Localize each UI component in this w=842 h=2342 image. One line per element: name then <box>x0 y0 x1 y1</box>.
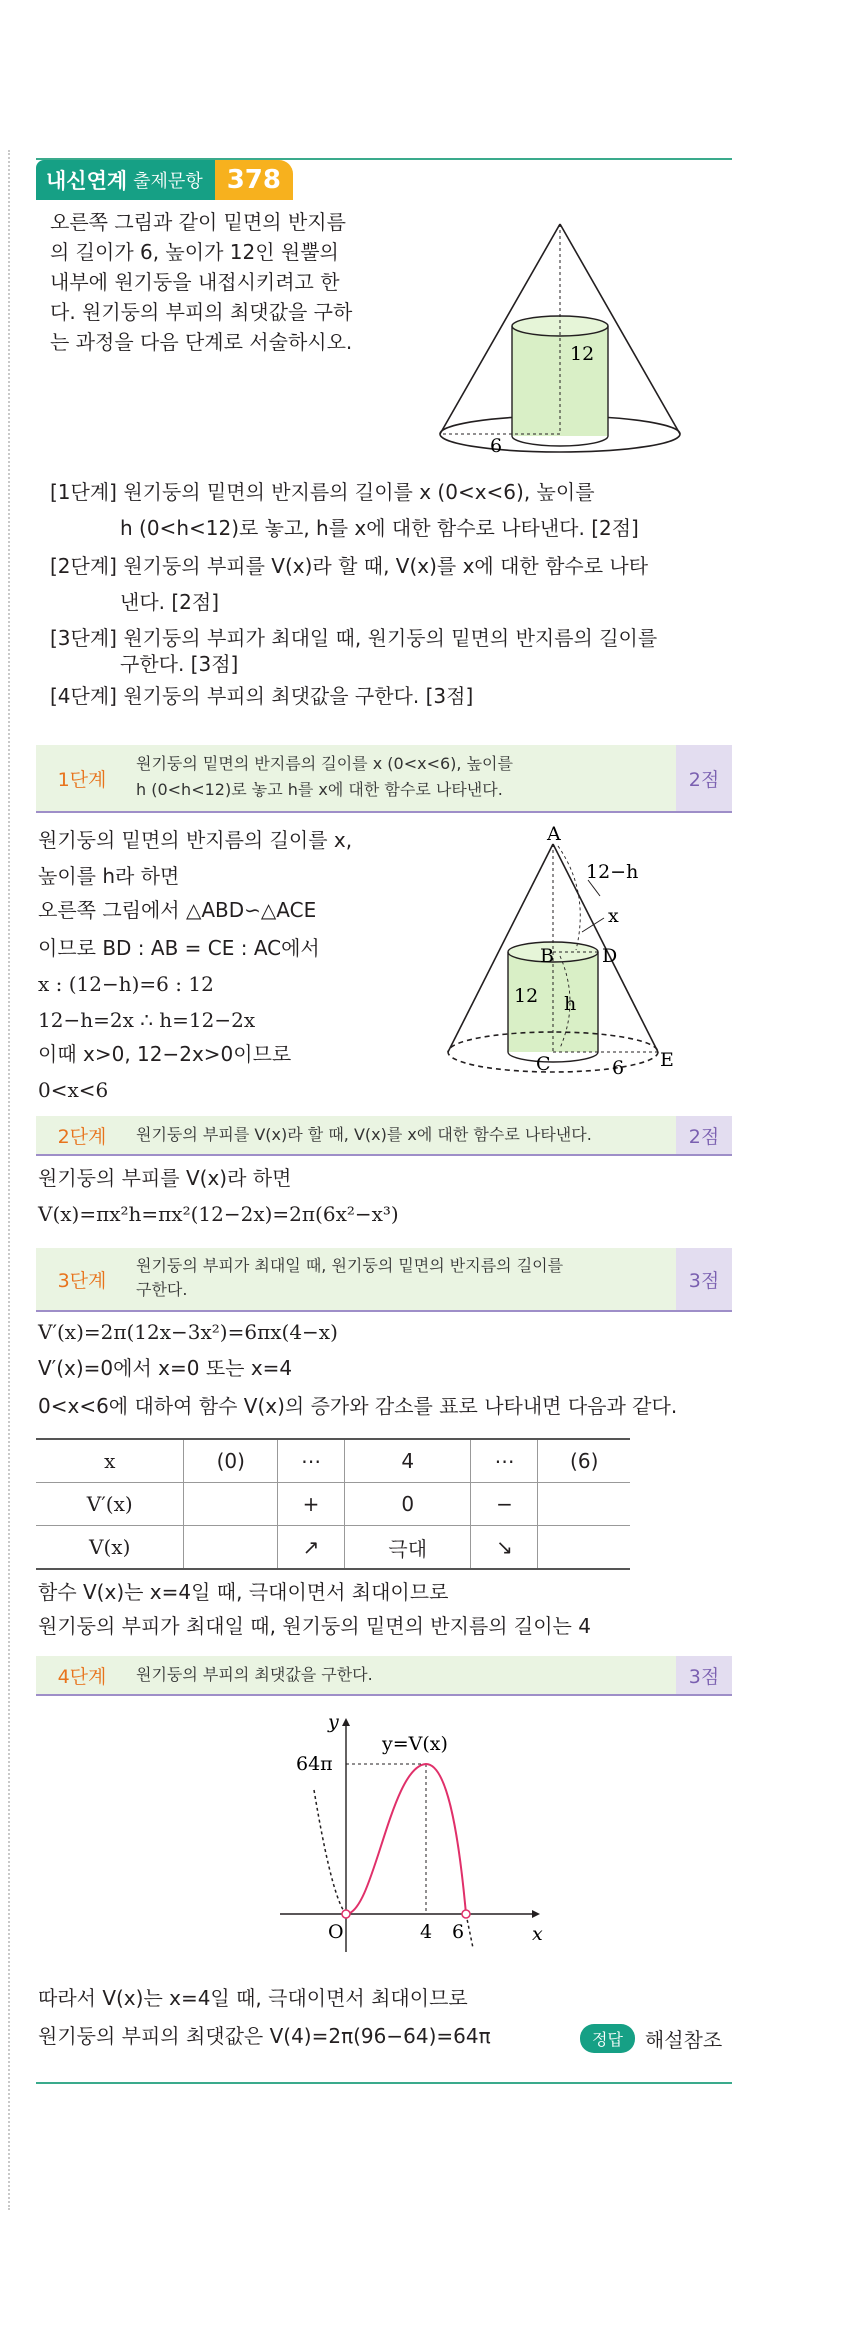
solution-line: 12−h=2x ∴ h=12−2x <box>38 1008 256 1032</box>
cylinder-bottom <box>508 1052 598 1062</box>
volume-graph <box>270 1708 550 1958</box>
step-item: [4단계] 원기둥의 부피의 최댓값을 구한다. [3점] <box>50 684 474 708</box>
intro-line: 오른쪽 그림과 같이 밑면의 반지름 <box>50 210 346 234</box>
solution-line: 이므로 BD : AB = CE : AC에서 <box>38 936 320 960</box>
point-A: A <box>547 823 561 845</box>
origin-label: O <box>328 1921 344 1943</box>
step-item: [3단계] 원기둥의 부피가 최대일 때, 원기둥의 밑면의 반지름의 길이를 <box>50 626 658 650</box>
label-h: h <box>564 993 577 1015</box>
label-12: 12 <box>514 985 539 1007</box>
solution-line: 원기둥의 밑면의 반지름의 길이를 x, <box>38 828 353 852</box>
step2-bar <box>36 1116 732 1156</box>
solution-line: 0<x<6에 대하여 함수 V(x)의 증가와 감소를 표로 나타내면 다음과 같다. <box>38 1394 678 1418</box>
point-D: D <box>602 945 618 967</box>
table-cell: + <box>278 1483 345 1526</box>
curve-right-dotted <box>466 1914 473 1948</box>
solution-line: V(x)=πx²h=πx²(12−2x)=2π(6x²−x³) <box>38 1202 399 1226</box>
cone-figure <box>430 210 690 460</box>
table-cell: ↘ <box>471 1526 538 1570</box>
step3-points: 3점 <box>676 1248 732 1310</box>
step3-desc: 구한다. <box>136 1280 188 1299</box>
step-item: 구한다. [3점] <box>120 652 239 676</box>
step-item: [2단계] 원기둥의 부피를 V(x)라 할 때, V(x)를 x에 대한 함수로 나타 <box>50 554 649 578</box>
open-point-origin <box>342 1910 350 1918</box>
y-axis-label: y <box>328 1711 339 1733</box>
table-row <box>36 1526 630 1570</box>
step-item: [1단계] 원기둥의 밑면의 반지름의 길이를 x (0<x<6), 높이를 <box>50 480 595 504</box>
point-E: E <box>660 1049 674 1071</box>
label-12-minus-h: 12−h <box>586 861 639 883</box>
table-cell: 극대 <box>345 1526 471 1570</box>
solution-line: 원기둥의 부피를 V(x)라 하면 <box>38 1166 292 1190</box>
step3-desc: 원기둥의 부피가 최대일 때, 원기둥의 밑면의 반지름의 길이를 <box>136 1256 564 1275</box>
label-x: x <box>608 905 619 927</box>
step2-points: 2점 <box>676 1116 732 1154</box>
labeled-cone-figure <box>440 822 700 1084</box>
answer-tag <box>580 2024 722 2053</box>
table-cell: V(x) <box>36 1526 184 1570</box>
curve-left-dotted <box>314 1790 346 1914</box>
solution-line: x : (12−h)=6 : 12 <box>38 972 214 996</box>
table-cell: (0) <box>184 1439 278 1483</box>
step4-bar <box>36 1656 732 1696</box>
step1-desc: h (0<h<12)로 놓고 h를 x에 대한 함수로 나타낸다. <box>136 780 503 799</box>
problem-badge <box>36 160 293 200</box>
open-point-six <box>462 1910 470 1918</box>
solution-line: 함수 V(x)는 x=4일 때, 극대이면서 최대이므로 <box>38 1580 449 1604</box>
step2-label: 2단계 <box>57 1125 107 1148</box>
point-B: B <box>540 945 554 967</box>
solution-line: 따라서 V(x)는 x=4일 때, 극대이면서 최대이므로 <box>38 1986 468 2010</box>
table-row <box>36 1439 630 1483</box>
table-cell <box>184 1526 278 1570</box>
increase-decrease-table <box>36 1438 630 1570</box>
step-item: 낸다. [2점] <box>120 590 220 614</box>
table-cell: ⋯ <box>278 1439 345 1483</box>
solution-line: 높이를 h라 하면 <box>38 864 180 888</box>
step1-label: 1단계 <box>57 768 107 791</box>
step1-points: 2점 <box>676 745 732 811</box>
table-cell: (6) <box>538 1439 630 1483</box>
point-C: C <box>536 1053 551 1075</box>
intro-line: 의 길이가 6, 높이가 12인 원뿔의 <box>50 240 339 264</box>
table-row <box>36 1483 630 1526</box>
step2-desc: 원기둥의 부피를 V(x)라 할 때, V(x)를 x에 대한 함수로 나타낸다. <box>136 1125 592 1144</box>
max-value-label: 64π <box>296 1753 333 1775</box>
x-six-label: 6 <box>452 1921 465 1943</box>
table-cell <box>538 1483 630 1526</box>
solution-line: 0<x<6 <box>38 1078 109 1102</box>
badge-tag: 내신연계 출제문항 <box>36 160 215 200</box>
cylinder-bottom <box>512 436 608 446</box>
table-cell: − <box>471 1483 538 1526</box>
intro-line: 내부에 원기둥을 내접시키려고 한 <box>50 270 340 294</box>
x-four-label: 4 <box>420 1921 433 1943</box>
volume-curve <box>346 1764 466 1914</box>
intro-line: 다. 원기둥의 부피의 최댓값을 구하 <box>50 300 353 324</box>
step4-label: 4단계 <box>57 1665 107 1688</box>
radius-label: 6 <box>490 435 503 457</box>
x-axis-label: x <box>532 1923 543 1945</box>
step4-desc: 원기둥의 부피의 최댓값을 구한다. <box>136 1665 373 1684</box>
table-cell <box>184 1483 278 1526</box>
solution-line: 이때 x>0, 12−2x>0이므로 <box>38 1042 292 1066</box>
answer-text: 해설참조 <box>644 2028 723 2052</box>
step3-bar <box>36 1248 732 1312</box>
table-cell: ⋯ <box>471 1439 538 1483</box>
table-cell <box>538 1526 630 1570</box>
table-cell: V′(x) <box>36 1483 184 1526</box>
curve-label: y=V(x) <box>382 1733 448 1755</box>
solution-line: V′(x)=2π(12x−3x²)=6πx(4−x) <box>38 1320 338 1344</box>
step1-bar <box>36 745 732 813</box>
margin-guide <box>8 150 10 2210</box>
problem-number: 378 <box>215 160 293 200</box>
step1-desc: 원기둥의 밑면의 반지름의 길이를 x (0<x<6), 높이를 <box>136 754 513 773</box>
step-item: h (0<h<12)로 놓고, h를 x에 대한 함수로 나타낸다. [2점] <box>120 516 639 540</box>
step4-points: 3점 <box>676 1656 732 1694</box>
solution-line: 오른쪽 그림에서 △ABD∽△ACE <box>38 898 317 922</box>
table-cell: 0 <box>345 1483 471 1526</box>
table-cell: x <box>36 1439 184 1483</box>
y-axis-arrow <box>342 1718 350 1726</box>
intro-line: 는 과정을 다음 단계로 서술하시오. <box>50 330 353 354</box>
solution-line: V′(x)=0에서 x=0 또는 x=4 <box>38 1356 293 1380</box>
table-cell: ↗ <box>278 1526 345 1570</box>
height-label: 12 <box>570 343 595 365</box>
solution-line: 원기둥의 부피가 최대일 때, 원기둥의 밑면의 반지름의 길이는 4 <box>38 1614 591 1638</box>
answer-pill: 정답 <box>580 2024 635 2053</box>
solution-line: 원기둥의 부피의 최댓값은 V(4)=2π(96−64)=64π <box>38 2024 491 2048</box>
x-axis-arrow <box>532 1910 540 1918</box>
table-cell: 4 <box>345 1439 471 1483</box>
step3-label: 3단계 <box>57 1269 107 1292</box>
label-6: 6 <box>612 1057 625 1079</box>
bottom-rule <box>36 2082 732 2084</box>
